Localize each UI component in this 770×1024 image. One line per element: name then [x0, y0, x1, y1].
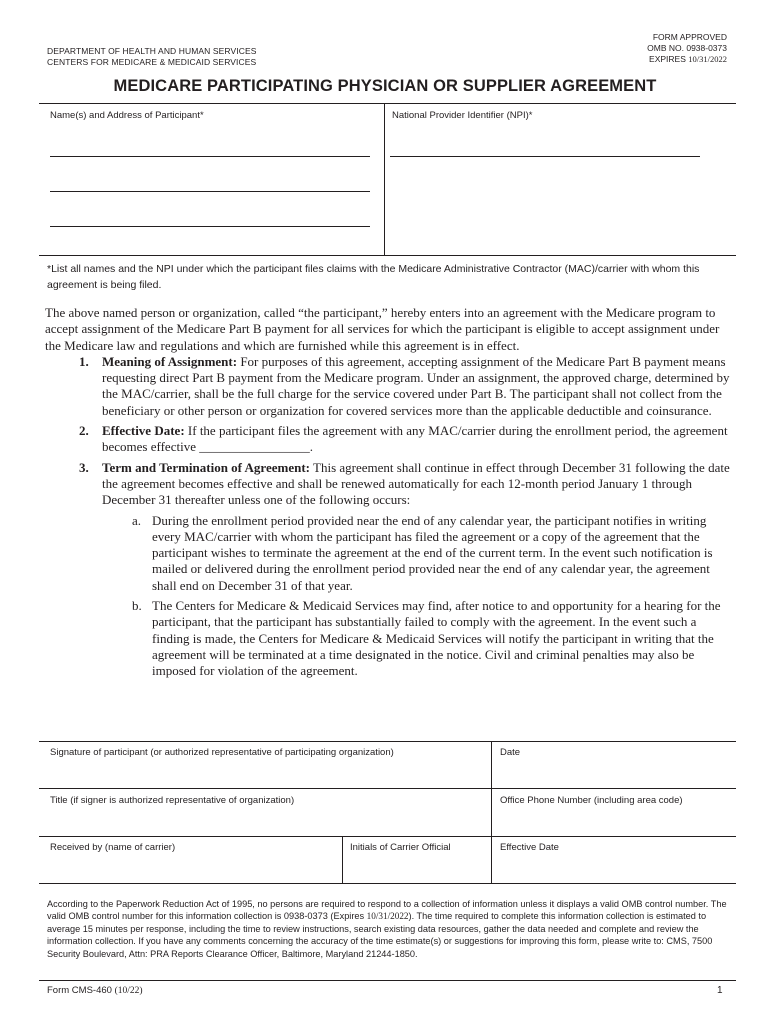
pra-text-part-1: According to the Paperwork Reduction Act of 1995, no persons are required to respond to a collection of information unless it displays a valid OMB control number. The valid OMB control number for this information collection is 0938-0373 (Expires	[47, 899, 727, 922]
pra-text-part-2: ). The time required to complete this information collection is estimated to average 15 minutes per response, including the time to review instructions, search existing data resources, gather the data needed and complete and review the information collection. If you have any comments concerning the accuracy of the time estimate(s) or suggestions for improving this form, please write to: CMS, 7500 Security Boulevard, Attn: PRA Reports Clearance Officer, Baltimore, Maryland 21244-1850.	[47, 911, 713, 959]
form-title: MEDICARE PARTICIPATING PHYSICIAN OR SUPPLIER AGREEMENT	[113, 77, 657, 95]
term-text: If the participant files the agreement with any MAC/carrier during the enrollment period, the agreement becomes effective _________________.	[102, 423, 728, 455]
date-field[interactable]: Date	[500, 747, 521, 758]
agency-header	[47, 46, 257, 68]
term-item-1	[45, 354, 735, 419]
npi-entry-line[interactable]	[390, 156, 700, 157]
participant-box-bottom-rule	[39, 255, 736, 256]
participant-box-divider	[384, 104, 385, 255]
signature-table-bottom-rule	[39, 883, 736, 884]
condition-text: The Centers for Medicare & Medicaid Services may find, after notice to and opportunity for a hearing for the participant, that the participant has substantially failed to comply with the agreement. In the event such a finding is made, the Centers for Medicare & Medicaid Services will notify the participant in writing that the agreement will be terminated at a time designated in the notice. Civil and criminal penalties may also be imposed for violation of the agreement.	[152, 598, 721, 679]
signature-table-divider	[491, 742, 492, 883]
title-field[interactable]: Title (if signer is authorized representative of organization)	[50, 795, 295, 806]
office-phone-field[interactable]: Office Phone Number (including area code)	[500, 795, 683, 806]
expiration	[647, 54, 727, 65]
signature-table-row-rule-2	[39, 836, 736, 837]
received-initials-divider	[342, 837, 343, 883]
participant-name-line-3[interactable]	[50, 226, 370, 227]
agency-line-1: DEPARTMENT OF HEALTH AND HUMAN SERVICES	[47, 46, 257, 56]
term-number: 1.	[79, 353, 89, 369]
term-heading: Effective Date:	[102, 423, 185, 439]
expires-label: EXPIRES	[649, 54, 686, 64]
agency-line-2: CENTERS FOR MEDICARE & MEDICAID SERVICES	[47, 57, 257, 67]
omb-approval-block	[647, 32, 727, 65]
effective-date-field[interactable]: Effective Date	[500, 842, 559, 853]
term-item-3	[45, 460, 735, 680]
condition-text: During the enrollment period provided near the end of any calendar year, the participant notifies in writing every MAC/carrier with whom the participant has filed the agreement or a copy of the agreement that the participant wishes to terminate the agreement at the end of the current term. In the event such notification is mailed or delivered during the enrollment period provided near the end of any calendar year, the agreement shall end on December 31 of that year.	[152, 512, 713, 593]
participant-name-line-1[interactable]	[50, 156, 370, 157]
term-item-2	[45, 423, 735, 456]
carrier-initials-field[interactable]: Initials of Carrier Official	[350, 842, 451, 853]
term-number: 2.	[79, 423, 89, 439]
term-heading: Term and Termination of Agreement:	[102, 459, 310, 475]
condition-letter: b.	[132, 598, 142, 614]
termination-condition-a	[45, 513, 735, 594]
participant-name-label: Name(s) and Address of Participant*	[50, 110, 204, 121]
term-number: 3.	[79, 459, 89, 475]
term-text: For purposes of this agreement, accepting assignment of the Medicare Part B payment means requesting direct Part B payment from the Medicare program. Under an assignment, the approved charge, determined by the MAC/carrier, shall be the full charge for the service covered under Part B. The participant shall not collect from the beneficiary or other person or organization for covered services more than the applicable deductible and coinsurance.	[102, 353, 730, 418]
npi-label: National Provider Identifier (NPI)*	[392, 110, 533, 121]
form-revision: (10/22)	[114, 986, 143, 996]
paperwork-reduction-notice	[47, 898, 727, 960]
termination-condition-b	[45, 598, 735, 679]
participant-box-top-rule	[39, 103, 736, 104]
signature-field[interactable]: Signature of participant (or authorized representative of participating organization)	[50, 747, 394, 758]
condition-letter: a.	[132, 512, 142, 528]
term-heading: Meaning of Assignment:	[102, 353, 238, 369]
page-number: 1	[717, 985, 723, 996]
signature-table-row-rule-1	[39, 788, 736, 789]
termination-conditions-list	[102, 513, 735, 680]
form-approved-text: FORM APPROVED	[652, 32, 727, 42]
footer-rule	[39, 980, 736, 981]
expires-date: 10/31/2022	[688, 54, 727, 64]
agreement-intro: The above named person or organization, called “the participant,” hereby enters into an agreement with the Medicare program to accept assignment of the Medicare Part B payment for all services for which the participant is eligible to accept assignment under the Medicare law and regulations and which are furnished while this agreement is in effect.	[45, 305, 720, 353]
form-number	[47, 985, 143, 996]
pra-expiration-date: 10/31/2022	[366, 911, 409, 922]
agreement-body	[45, 305, 735, 680]
omb-number: OMB NO. 0938-0373	[647, 43, 727, 53]
form-number-text: Form CMS-460	[47, 985, 112, 996]
participant-name-line-2[interactable]	[50, 191, 370, 192]
signature-table-top-rule	[39, 741, 736, 742]
participant-footnote: *List all names and the NPI under which the participant files claims with the Medicare Administrative Contractor (MAC)/carrier with whom this agreement is being filed.	[47, 263, 700, 291]
agreement-terms-list	[45, 354, 735, 680]
received-by-field[interactable]: Received by (name of carrier)	[50, 842, 176, 853]
term-text: This agreement shall continue in effect through December 31 following the date the agreement becomes effective and shall be renewed automatically for each 12-month period January 1 through December 31 thereafter unless one of the following occurs:	[102, 459, 730, 508]
